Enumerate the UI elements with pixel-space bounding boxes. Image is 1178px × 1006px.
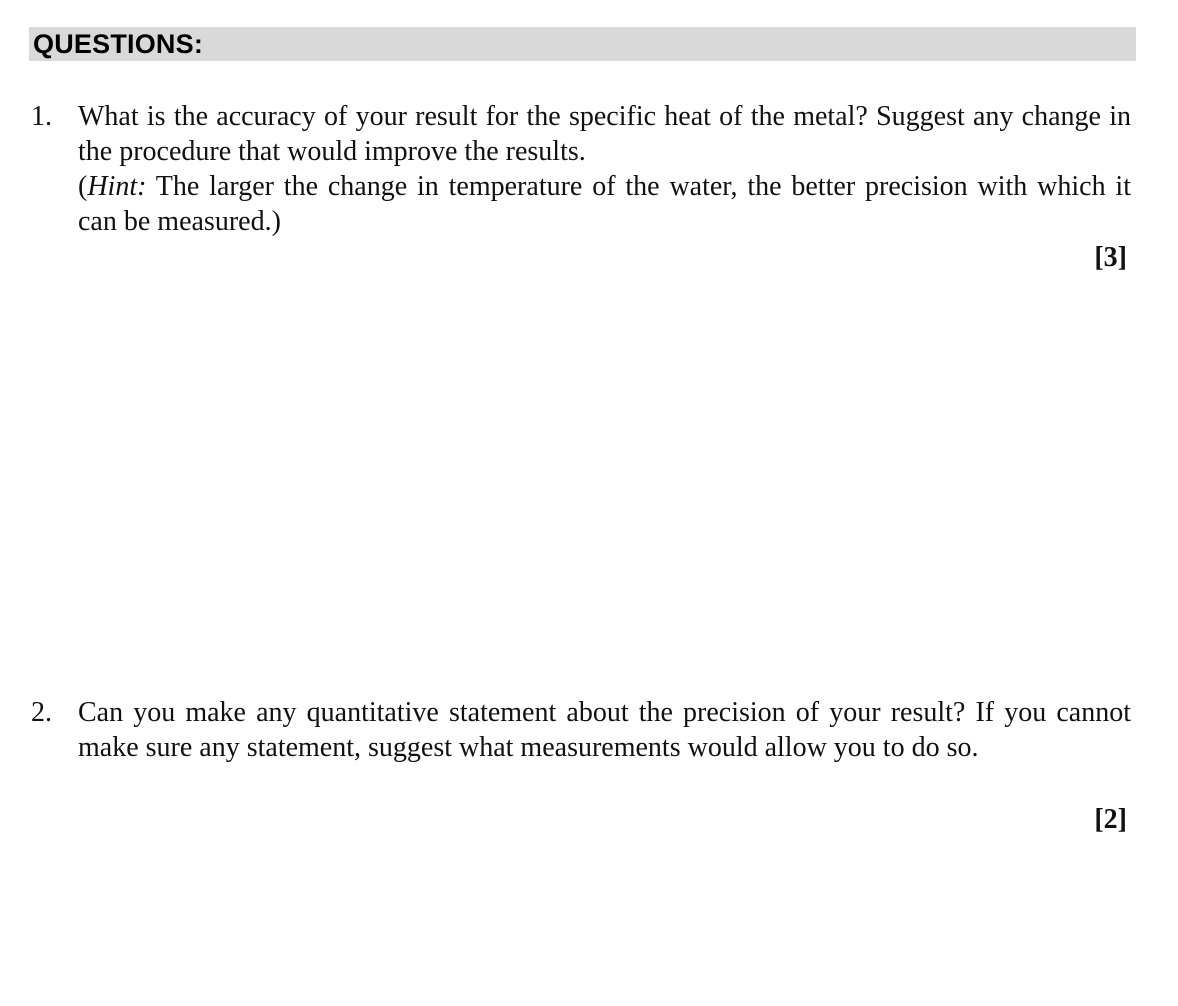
hint-open-paren: ( <box>78 171 88 202</box>
question-2-marks: [2] <box>1094 804 1127 835</box>
question-1-body <box>78 99 1131 239</box>
question-2-text: Can you make any quantitative statement about the precision of your result? If you cannot make sure any statement, suggest what measurements would allow you to do so. <box>78 697 1131 763</box>
question-2-body <box>78 695 1131 765</box>
section-title: QUESTIONS: <box>33 29 204 59</box>
question-1-number: 1. <box>31 101 52 132</box>
question-1 <box>31 99 1131 239</box>
hint-text: The larger the change in temperature of the water, the better precision with which it can be measured.) <box>78 171 1131 237</box>
question-2-number: 2. <box>31 697 52 728</box>
hint-label: Hint: <box>87 171 147 202</box>
question-1-text: What is the accuracy of your result for the specific heat of the metal? Suggest any change in the procedure that would improve the results. <box>78 101 1131 167</box>
section-header <box>29 27 1136 61</box>
question-2 <box>31 695 1131 765</box>
question-1-hint <box>78 169 1131 239</box>
question-1-marks: [3] <box>1094 242 1127 273</box>
